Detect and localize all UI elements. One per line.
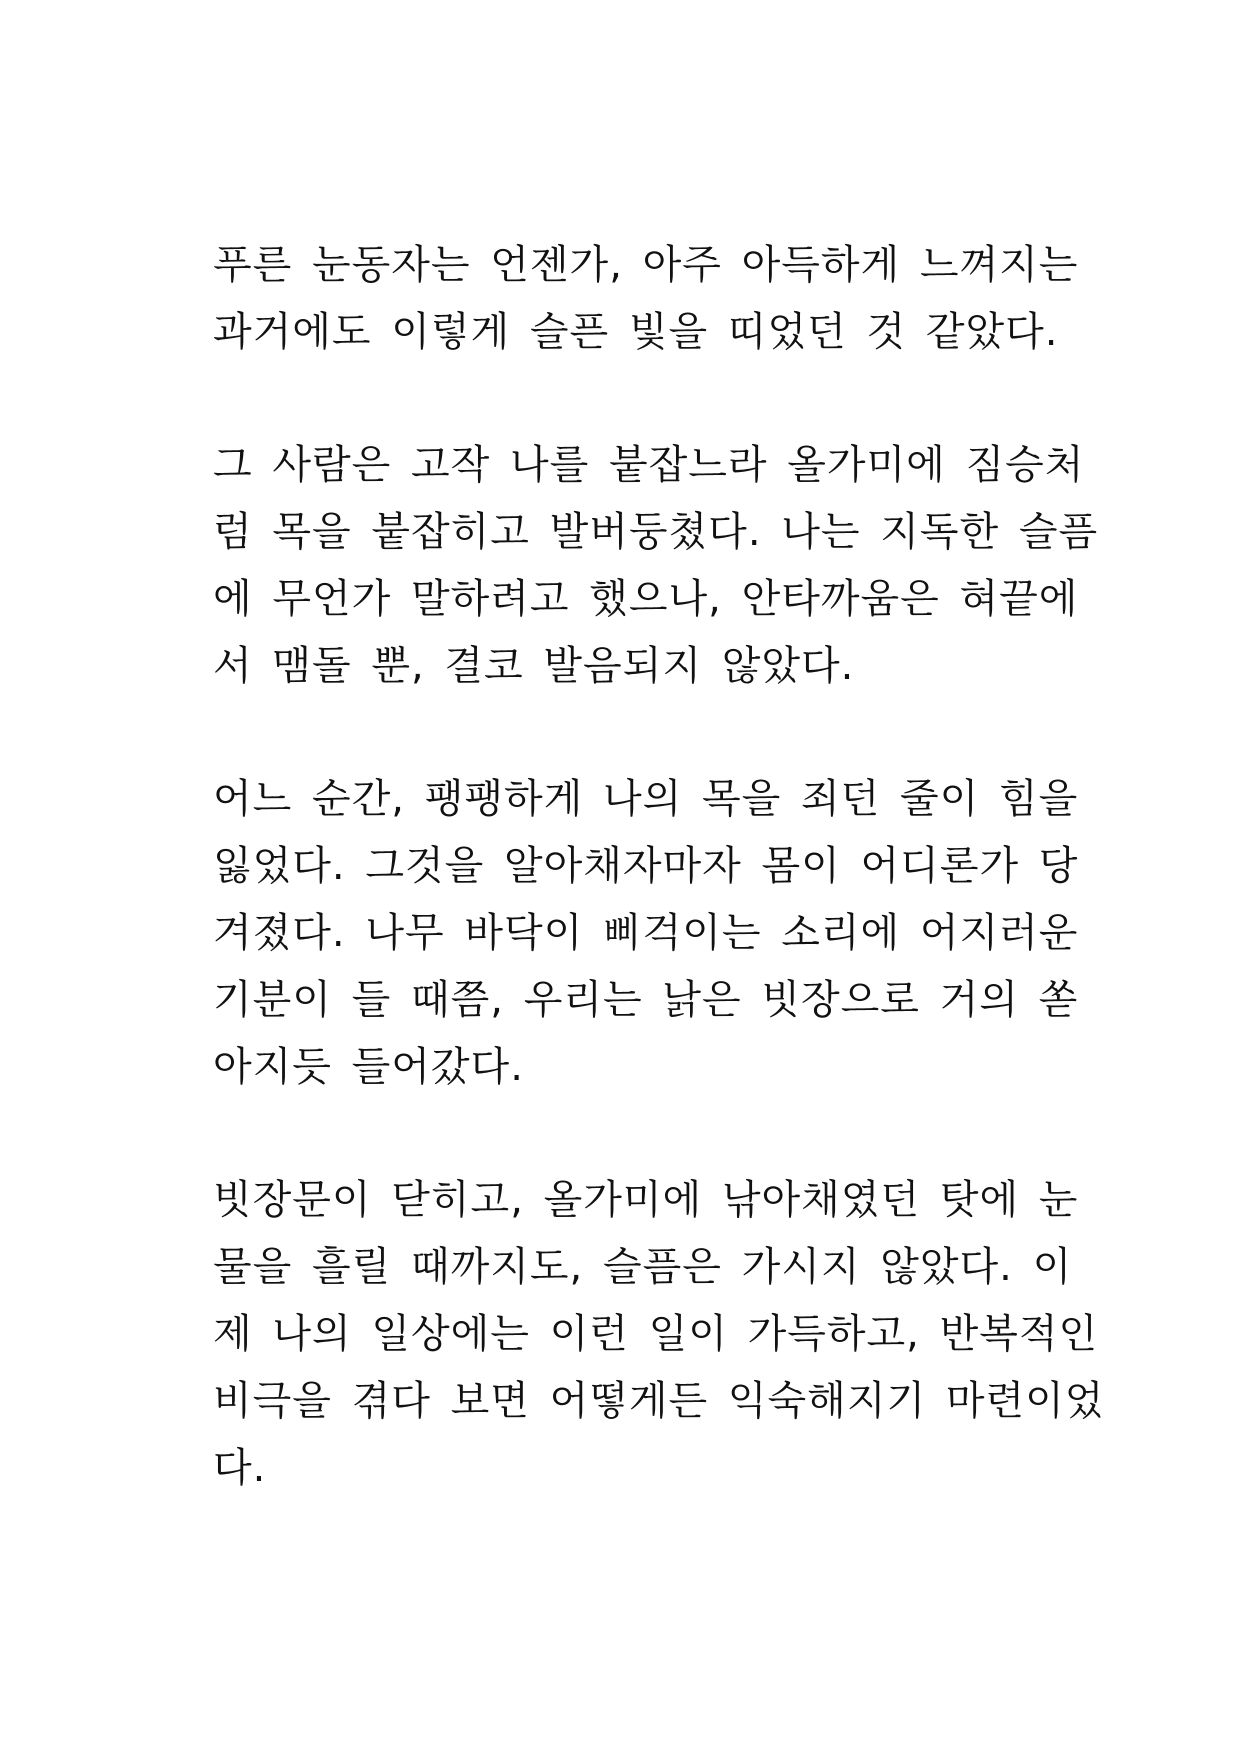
text-line: 잃었다. 그것을 알아채자마자 몸이 어디론가 당 — [213, 843, 1079, 889]
text-line: 서 맴돌 뿐, 결코 발음되지 않았다. — [213, 643, 855, 689]
text-line: 기분이 들 때쯤, 우리는 낡은 빗장으로 거의 쏟 — [213, 977, 1079, 1023]
text-line: 다. — [213, 1445, 267, 1491]
text-line: 에 무언가 말하려고 했으나, 안타까움은 혀끝에 — [213, 576, 1079, 622]
text-line: 겨졌다. 나무 바닥이 삐걱이는 소리에 어지러운 — [213, 910, 1079, 956]
text-line: 빗장문이 닫히고, 올가미에 낚아채였던 탓에 눈 — [213, 1177, 1079, 1223]
text-line: 아지듯 들어갔다. — [213, 1044, 524, 1090]
text-line: 어느 순간, 팽팽하게 나의 목을 죄던 줄이 힘을 — [213, 776, 1079, 822]
paragraph-1 — [213, 232, 1079, 366]
text-line: 푸른 눈동자는 언젠가, 아주 아득하게 느껴지는 — [213, 242, 1079, 288]
paragraph-2 — [213, 432, 1099, 700]
text-line: 럼 목을 붙잡히고 발버둥쳤다. 나는 지독한 슬픔 — [213, 509, 1099, 555]
text-line: 과거에도 이렇게 슬픈 빛을 띠었던 것 같았다. — [213, 309, 1059, 355]
paragraph-4 — [213, 1167, 1105, 1502]
document-page — [213, 232, 1105, 1568]
text-line: 물을 흘릴 때까지도, 슬픔은 가시지 않았다. 이 — [213, 1244, 1073, 1290]
text-line: 비극을 겪다 보면 어떻게든 익숙해지기 마련이었 — [213, 1378, 1105, 1424]
text-line: 제 나의 일상에는 이런 일이 가득하고, 반복적인 — [213, 1311, 1099, 1357]
paragraph-3 — [213, 766, 1079, 1101]
text-line: 그 사람은 고작 나를 붙잡느라 올가미에 짐승처 — [213, 442, 1085, 488]
